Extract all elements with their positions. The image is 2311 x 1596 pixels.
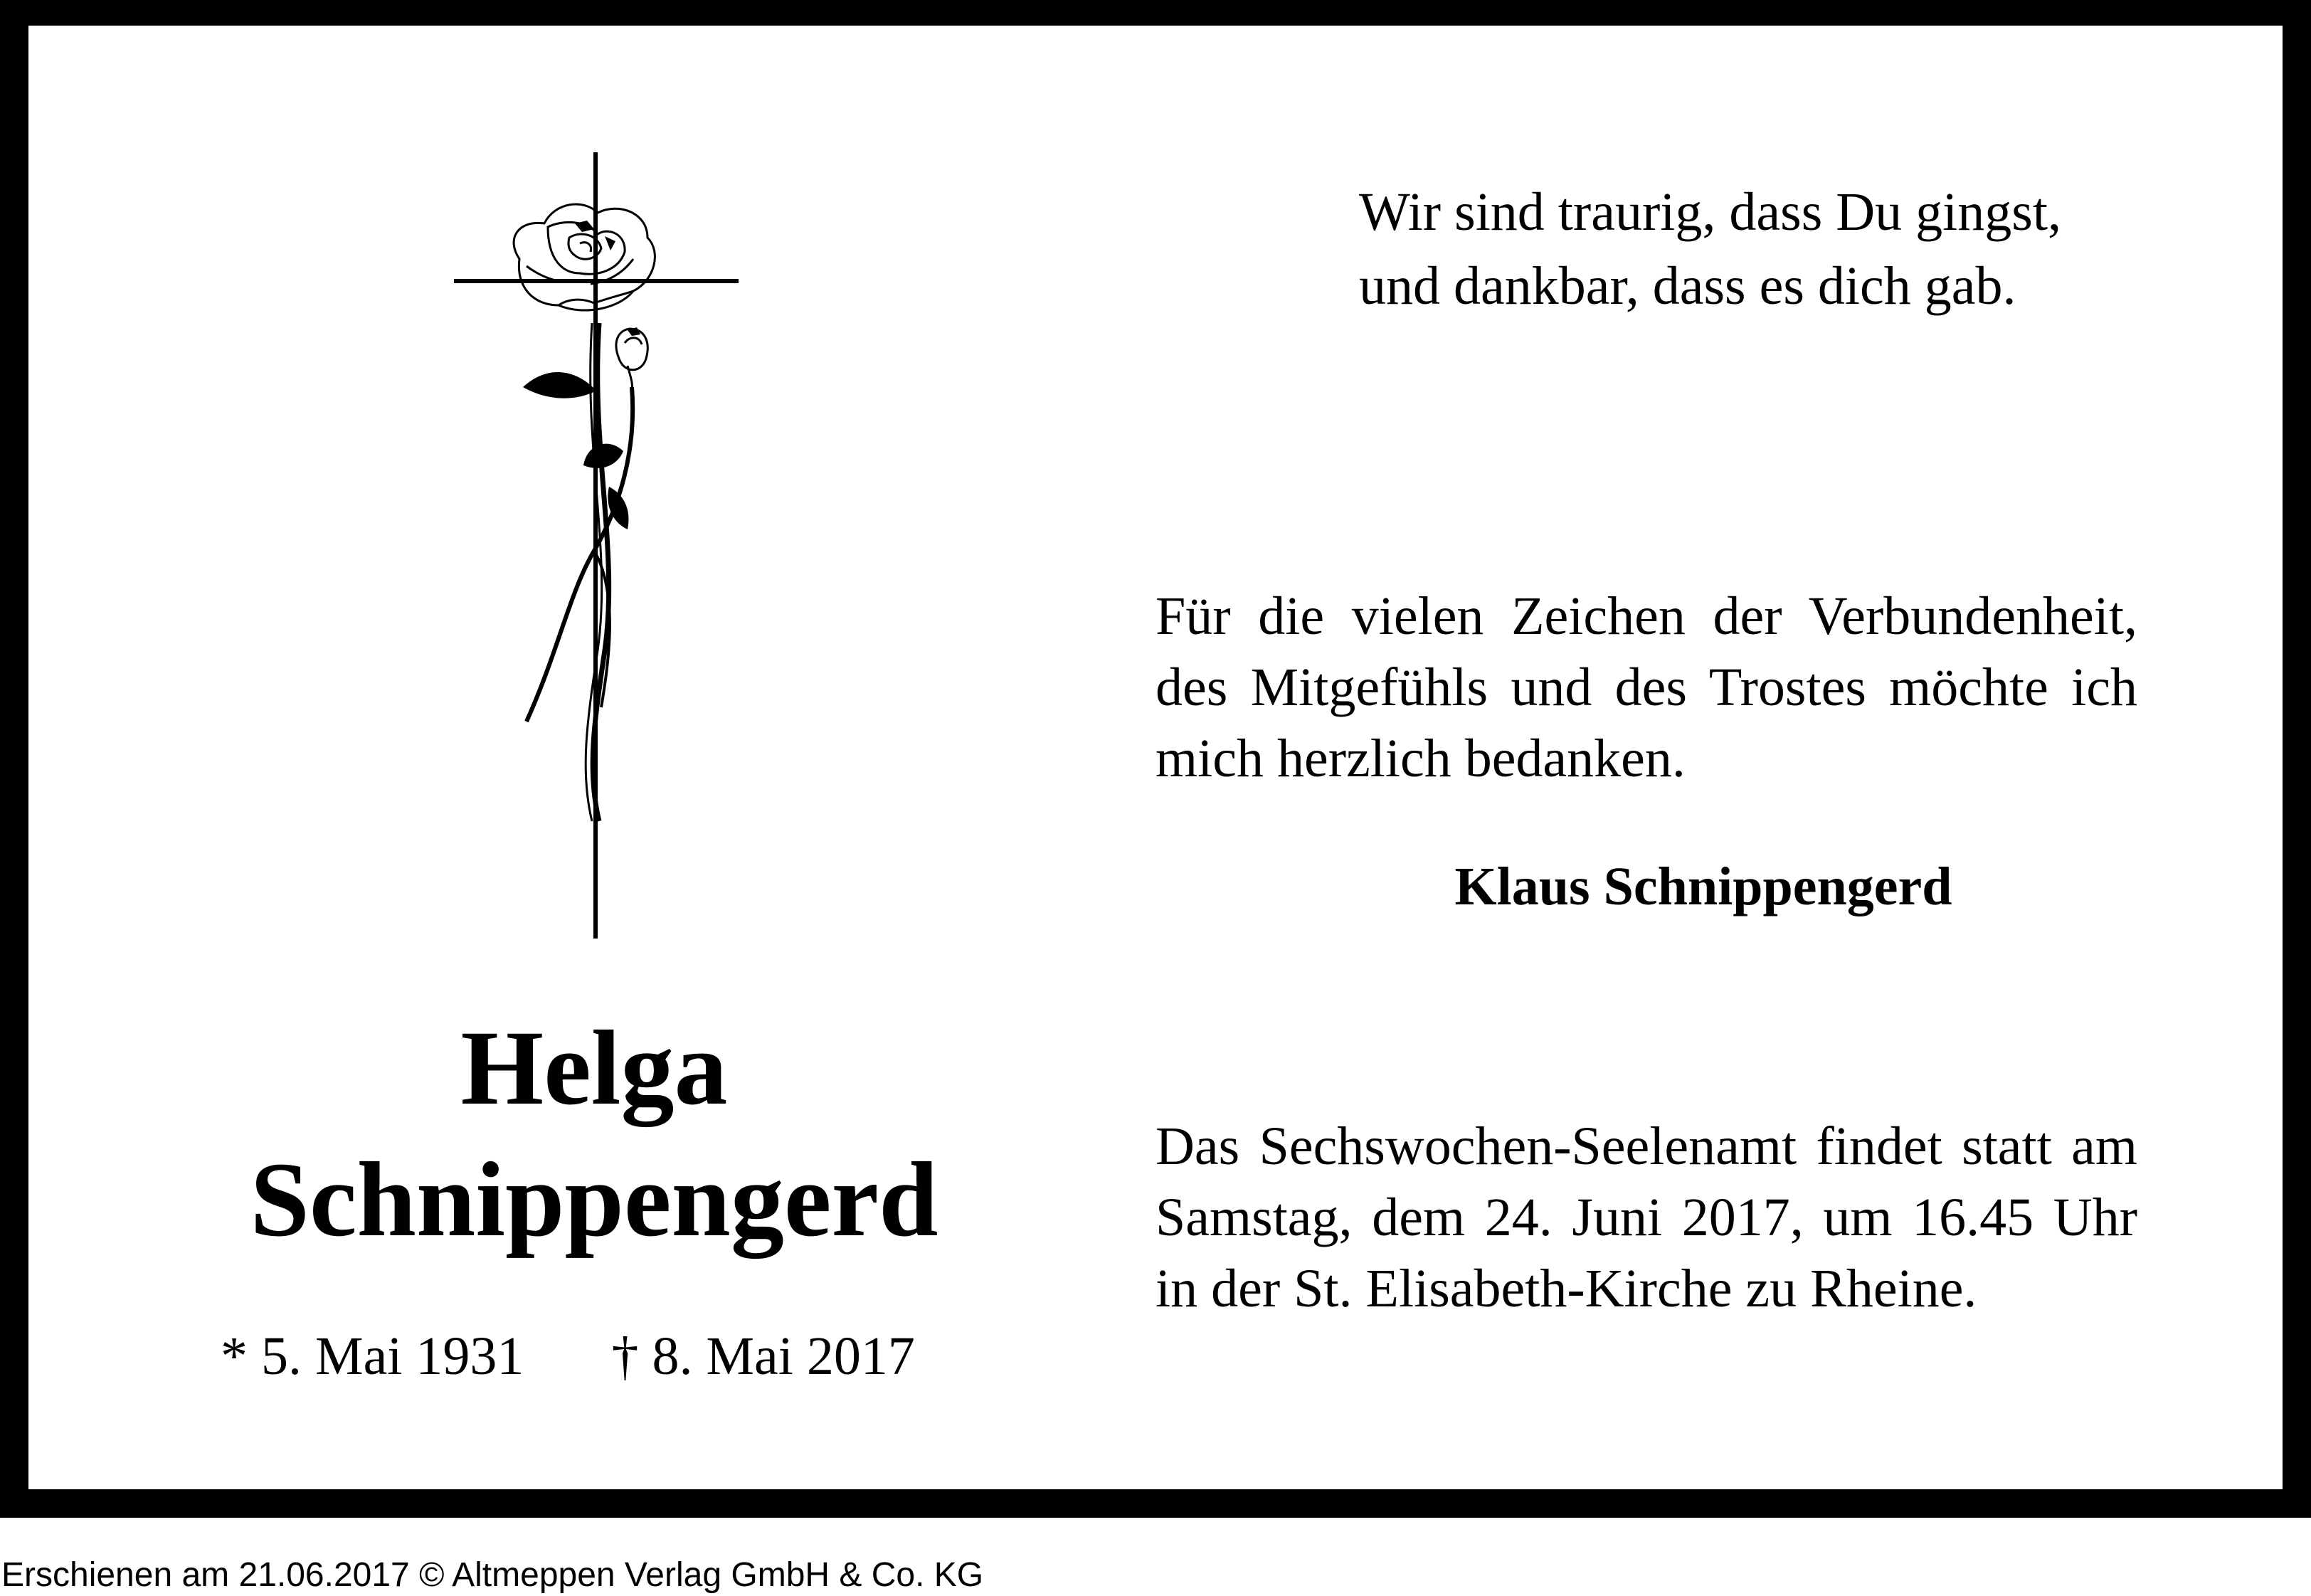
motto-line-2: und dankbar, dass es dich gab. [1359, 256, 2016, 316]
motto-quote [1359, 175, 2142, 323]
deceased-first-name: Helga [460, 1009, 728, 1127]
life-dates [221, 1321, 1003, 1392]
death-date: † 8. Mai 2017 [611, 1326, 915, 1386]
birth-date: * 5. Mai 1931 [221, 1326, 524, 1386]
cross-with-rose-icon [441, 152, 754, 939]
memorial-service-paragraph: Das Sechswochen-Seelenamt findet statt am Samstag, dem 24. Juni 2017, um 16.45 Uhr in der St. Elisabeth-Kirche zu Rheine. [1156, 1116, 2137, 1318]
publication-footer: Erschienen am 21.06.2017 © Altmeppen Verlag GmbH & Co. KG [1, 1556, 984, 1594]
motto-line-1: Wir sind traurig, dass Du gingst, [1359, 182, 2061, 242]
thanks-paragraph: Für die vielen Zeichen der Verbundenheit, des Mitgefühls und des Trostes möchte ich mich herzlich bedanken. [1156, 586, 2137, 788]
deceased-last-name: Schnippengerd [250, 1141, 938, 1259]
signature-name: Klaus Schnippengerd [1454, 857, 1952, 916]
